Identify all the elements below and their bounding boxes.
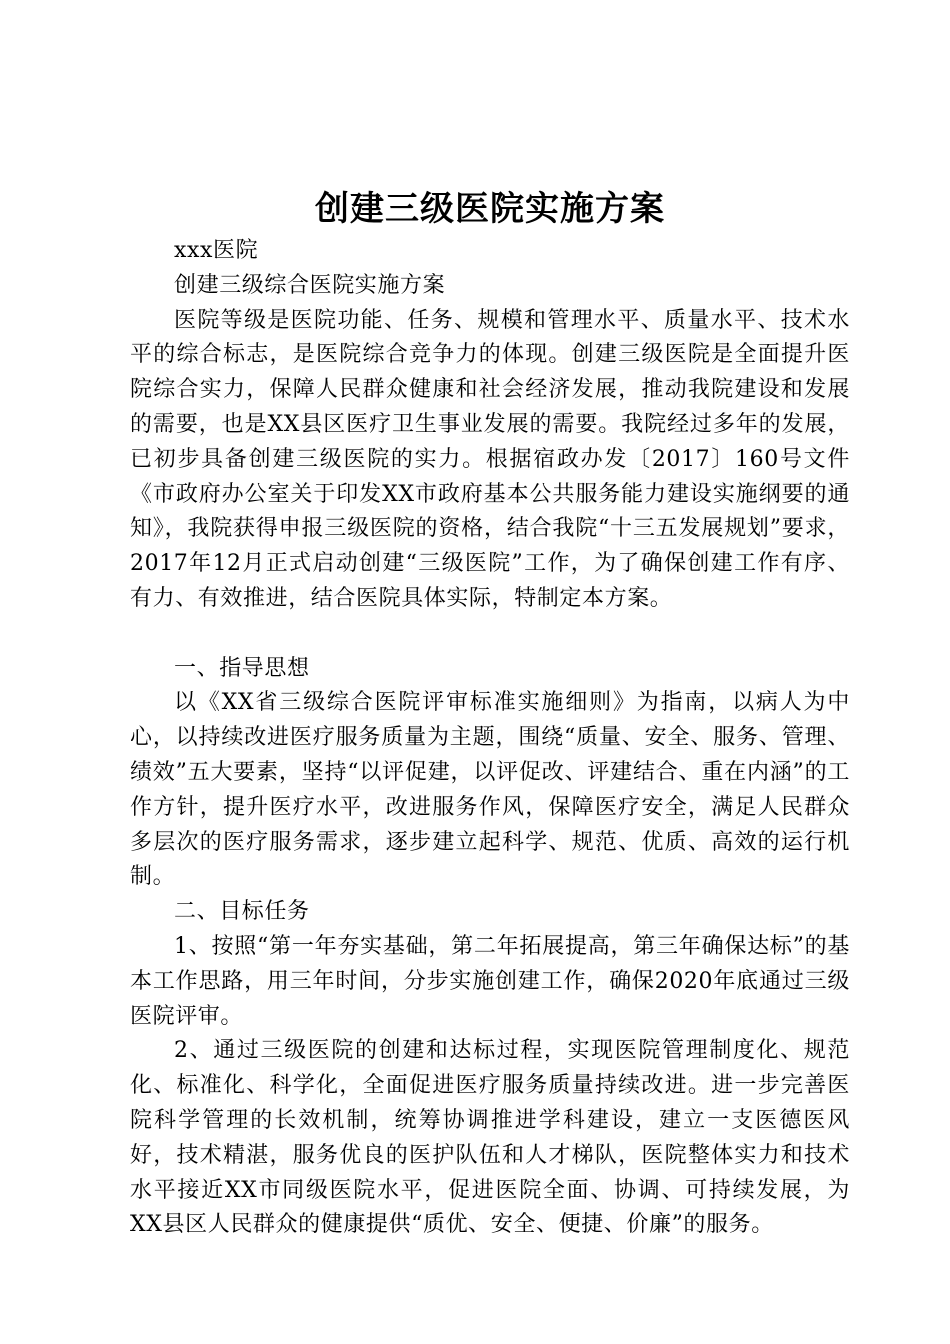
section-heading-guiding-ideology: 一、指导思想 [174,655,310,681]
guiding-ideology-paragraph: 以《XX省三级综合医院评审标准实施细则》为指南，以病人为中心，以持续改进医疗服务质量为主题，围绕“质量、安全、服务、管理、绩效”五大要素，坚持“以评促建，以评促改、评建结合、重在内涵”的工作方针，提升医疗水平，改进服务作风，保障医疗安全，满足人民群众多层次的医疗服务需求，逐步建立起科学、规范、优质、高效的运行机制。 [130,690,850,890]
subtitle-line: 创建三级综合医院实施方案 [174,272,446,298]
section-heading-goals: 二、目标任务 [174,899,310,925]
intro-paragraph: 医院等级是医院功能、任务、规模和管理水平、质量水平、技术水平的综合标志，是医院综合竞争力的体现。创建三级医院是全面提升医院综合实力，保障人民群众健康和社会经济发展，推动我院建设和发展的需要，也是XX县区医疗卫生事业发展的需要。我院经过多年的发展，已初步具备创建三级医院的实力。根据宿政办发〔2017〕160号文件《市政府办公室关于印发XX市政府基本公共服务能力建设实施纲要的通知》，我院获得申报三级医院的资格，结合我院“十三五发展规划”要求，2017年12月正式启动创建“三级医院”工作，为了确保创建工作有序、有力、有效推进，结合医院具体实际，特制定本方案。 [130,307,850,611]
goal-item-1: 1、按照“第一年夯实基础，第二年拓展提高，第三年确保达标”的基本工作思路，用三年时间，分步实施创建工作，确保2020年底通过三级医院评审。 [130,933,850,1029]
document-title: 创建三级医院实施方案 [315,189,665,229]
goal-item-2: 2、通过三级医院的创建和达标过程，实现医院管理制度化、规范化、标准化、科学化，全面促进医疗服务质量持续改进。进一步完善医院科学管理的长效机制，统筹协调推进学科建设，建立一支医德医风好，技术精湛，服务优良的医护队伍和人才梯队，医院整体实力和技术水平接近XX市同级医院水平，促进医院全面、协调、可持续发展，为XX县区人民群众的健康提供“质优、安全、便捷、价廉”的服务。 [130,1038,850,1238]
org-name-line: xxx医院 [174,238,259,263]
document-body [130,234,850,1243]
